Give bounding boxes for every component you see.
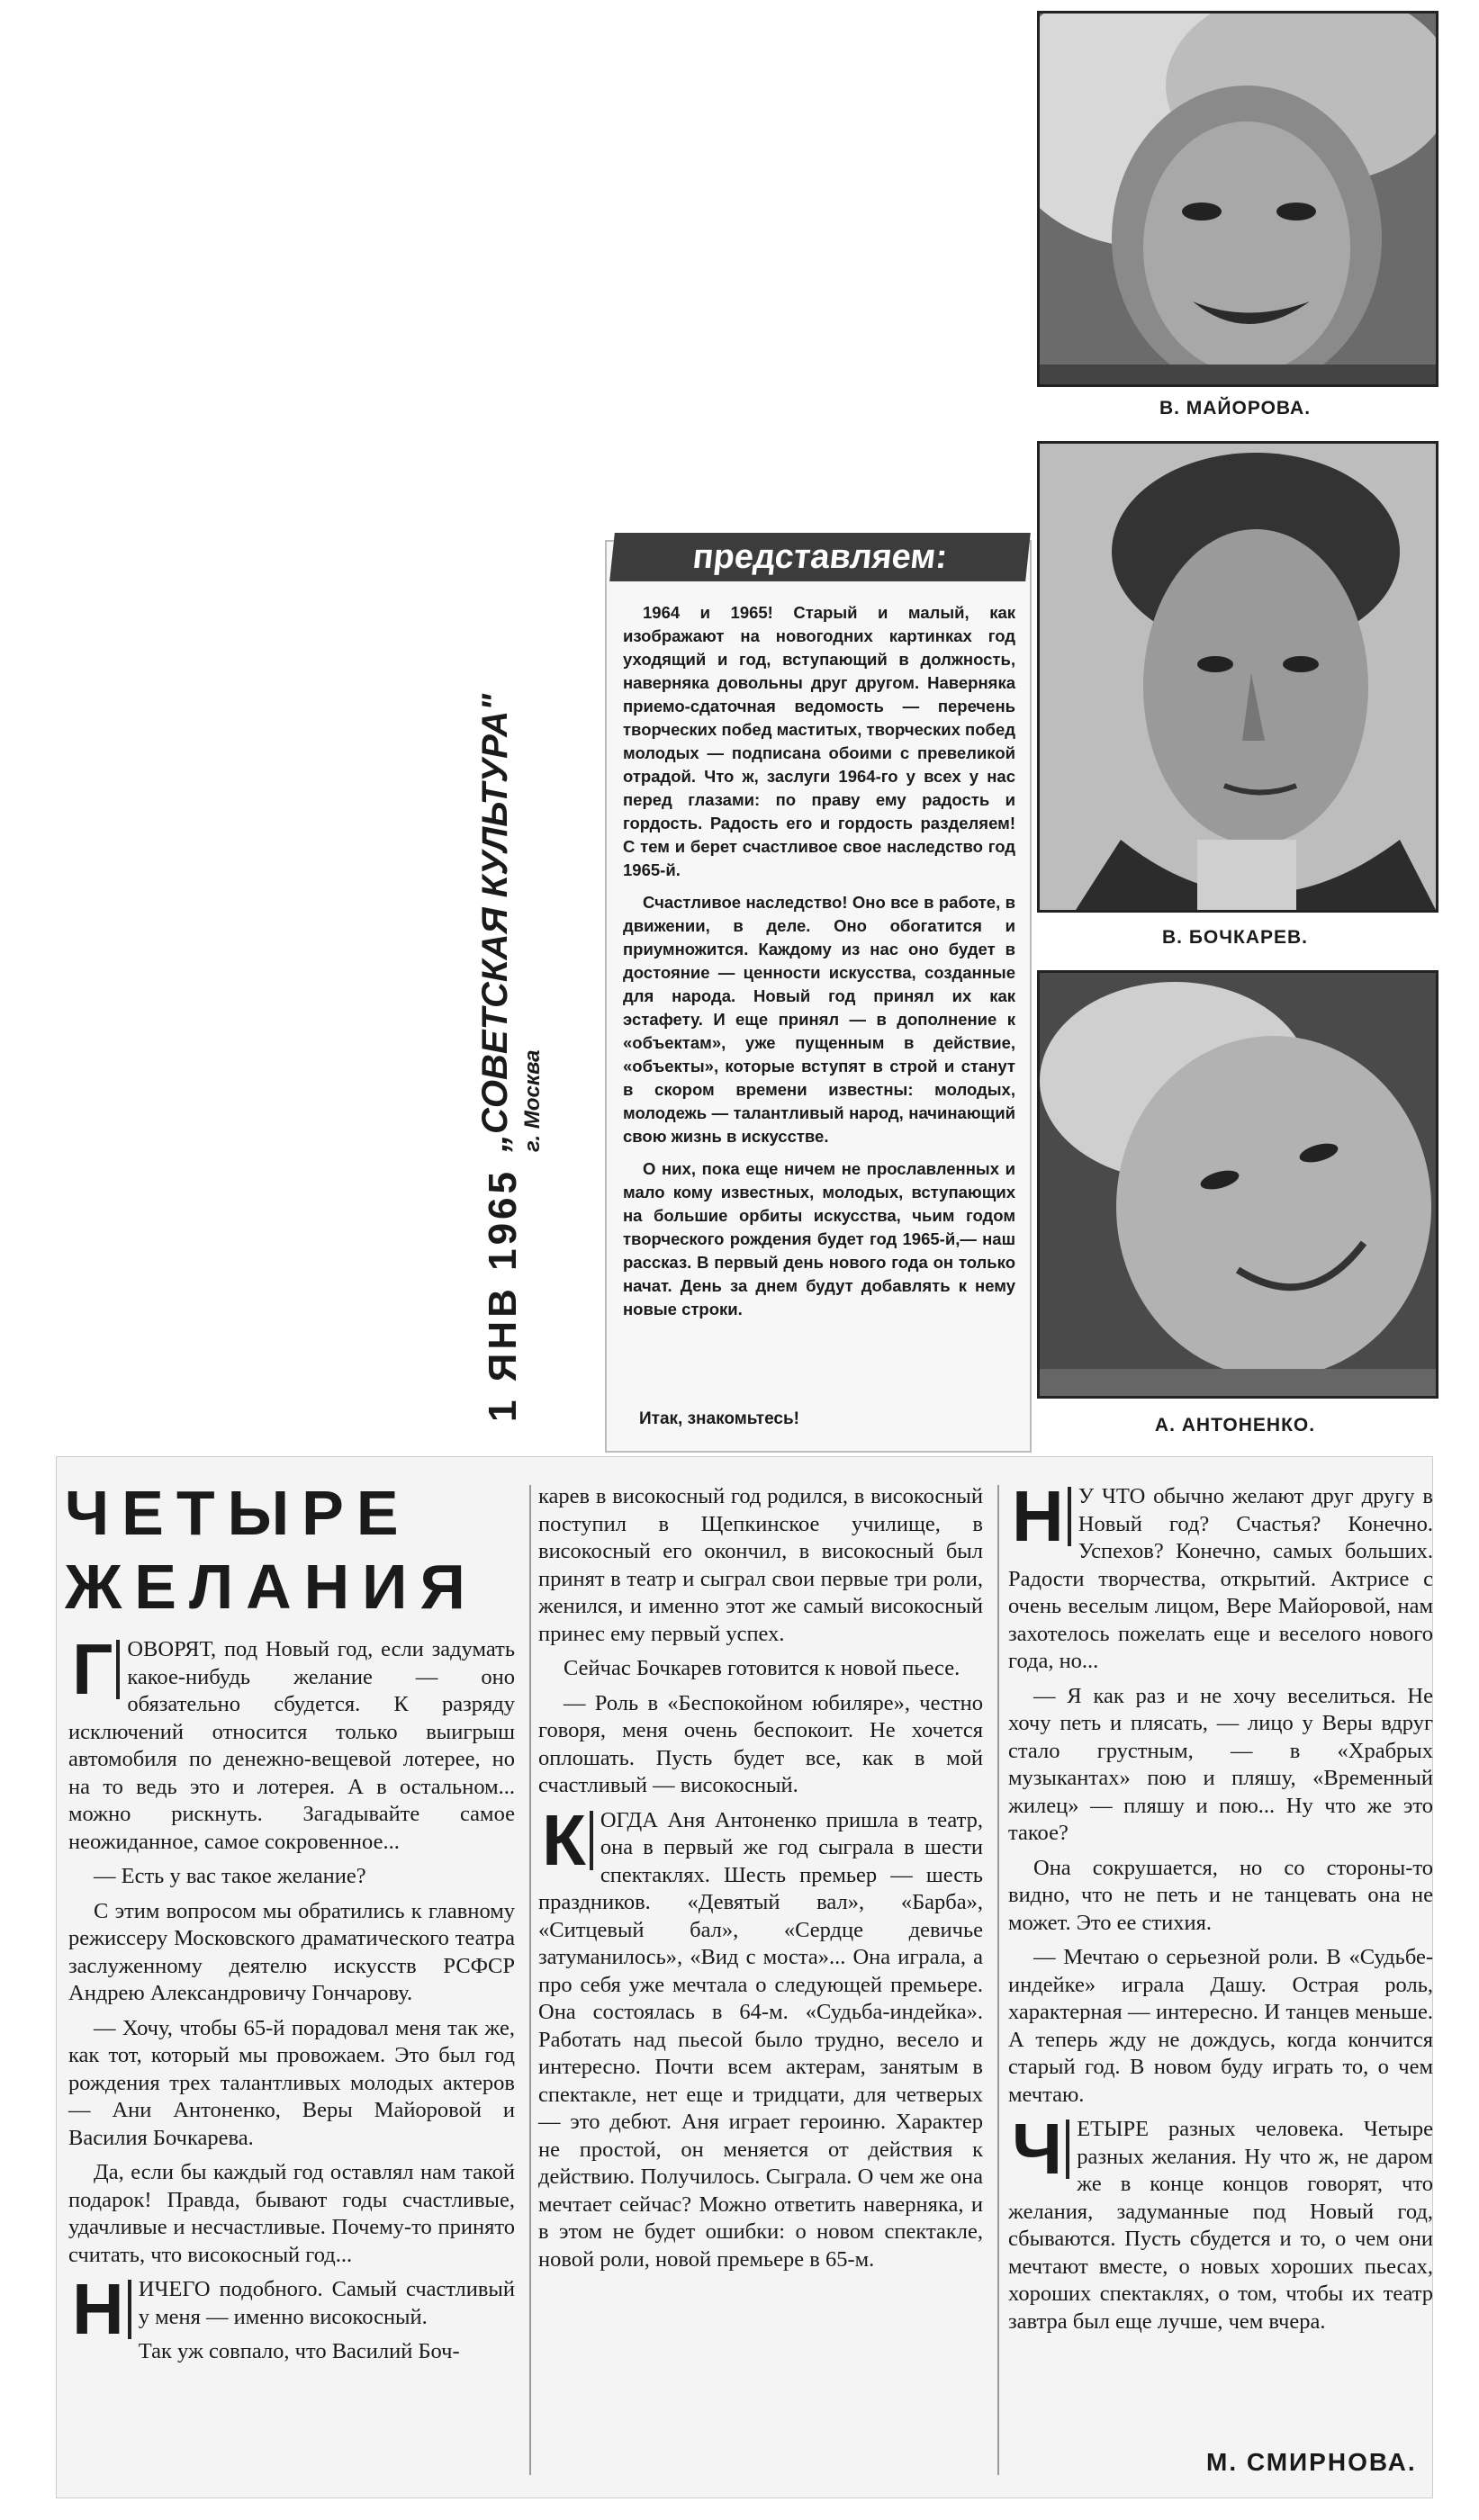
stamp-city: г. Москва	[520, 1049, 545, 1152]
intro-paragraph: О них, пока еще ничем не прославленных и мало кому известных, молодых, вступающих на большие орбиты искусства, чьим годом творческого рождения будет год 1965-й,— наш рассказ. В первый день нового года он только начат. День за днем будут добавлять к нему новые строки.	[623, 1159, 1015, 1318]
paragraph: Г ОВОРЯТ, под Новый год, если задумать какое-нибудь желание — оно обязательно сбудется. К разряду исключений относится только выигрыш автомобиля по денежно-вещевой лотерее, но на то ведь это и лотерея. А в остальном... можно рискнуть. Загадывайте самое неожиданное, самое сокровенное...	[68, 1629, 515, 1854]
column-divider	[529, 1485, 531, 2475]
article-column-3	[1008, 1476, 1433, 2343]
drop-cap: Ч	[1008, 2120, 1069, 2179]
paragraph: — Хочу, чтобы 65-й порадовал меня так же, как тот, который мы провожаем. Это был год рождения трех талантливых молодых актеров — Ани Антоненко, Веры Майоровой и Василия Бочкарева.	[68, 2015, 515, 2150]
drop-cap: Н	[1008, 1487, 1071, 1546]
paragraph: — Я как раз и не хочу веселиться. Не хочу петь и плясать, — лицо у Веры вдруг стало грустным, — в «Храбрых музыкантах» пою и пляшу, «Временный жилец» — пляшу и пою... Ну что же это такое?	[1008, 1683, 1433, 1845]
paragraph: — Роль в «Беспокойном юбиляре», честно говоря, меня очень беспокоит. Не хочется оплошать. Пусть будет все, как в мой счастливый — високосный.	[538, 1690, 983, 1797]
paragraph: Н ИЧЕГО подобного. Самый счастливый у меня — именно високосный.	[68, 2276, 515, 2331]
photo-mayorova	[1037, 11, 1438, 387]
caption-antonenko: А. АНТОНЕНКО.	[1154, 1415, 1316, 1436]
paragraph: Сейчас Бочкарев готовится к новой пьесе.	[564, 1656, 960, 1680]
article-column-2	[538, 1483, 983, 2281]
newspaper-stamp	[468, 693, 558, 1431]
intro-heading: представляем:	[609, 533, 1031, 581]
title-line-2: ЖЕЛАНИЯ	[65, 1552, 478, 1622]
drop-cap: Г	[68, 1640, 120, 1699]
author-signature: М. СМИРНОВА.	[1206, 2448, 1417, 2476]
paragraph: — Есть у вас такое желание?	[94, 1864, 366, 1888]
article-title	[65, 1476, 515, 1624]
paragraph: карев в високосный год родился, в високосный поступил в Щепкинское училище, в високосный его окончил, в високосный был принят в театр и сыграл свои первые три роли, женился, и именно этот же самый високосный принес ему первый успех.	[538, 1484, 983, 1646]
intro-paragraph: 1964 и 1965! Старый и малый, как изображают на новогодних картинках год уходящий и год, вступающий в должность, наверняка довольны друг другом. Наверняка приемо-сдаточная ведомость — перечень творческих побед маститых, творческих побед молодых — подписана обоими с превеликой отрадой. Что ж, заслуги 1964-го у всех у нас перед глазами: по праву ему радость и гордость. Радость его и гордость разделяем! С тем и берет счастливое свое наследство год 1965-й.	[623, 603, 1015, 879]
stamp-newspaper: „СОВЕТСКАЯ КУЛЬТУРА"	[475, 693, 515, 1152]
paragraph: Ч ЕТЫРЕ разных человека. Четыре разных желания. Ну что ж, не даром же в конце концов говорят, что желания, задуманные под Новый год, сбываются. Пусть сбудется и то, о чем они мечтают вместе, о новых хороших пьесах, хороших спектаклях, о том, чтобы их театр завтра был еще лучше, чем вчера.	[1008, 2109, 1433, 2334]
paragraph: Она сокрушается, но со стороны-то видно, что не петь и не танцевать она не может. Это ее стихия.	[1008, 1855, 1433, 1935]
paragraph: Так уж совпало, что Василий Боч-	[138, 2339, 460, 2363]
paragraph: — Мечтаю о серьезной роли. В «Судьбе-индейке» играла Дашу. Острая роль, характерная — интересно. И танцев меньше. А теперь жду не дождусь, когда кончится старый год. В новом буду играть то, о чем мечтаю.	[1008, 1945, 1433, 2107]
intro-text	[623, 601, 1015, 1330]
photo-antonenko	[1037, 970, 1438, 1399]
caption-mayorova: В. МАЙОРОВА.	[1159, 398, 1312, 418]
paragraph: Да, если бы каждый год оставлял нам такой подарок! Правда, бывают годы счастливые, удачливые и несчастливые. Почему-то принято считать, что високосный год...	[68, 2160, 515, 2267]
photo-bochkarev	[1037, 441, 1438, 913]
intro-paragraph: Счастливое наследство! Оно все в работе, в движении, в деле. Оно обогатится и приумножится. Каждому из нас оно будет в достояние — ценности искусства, созданные для народа. Новый год принял их как эстафету. И еще принял — в дополнение к «объектам», уже пущенным в действие, «объекты», которые вступят в строй и станут в скором времени известны: молодых, молодежь — талантливый народ, начинающий свою жизнь в искусстве.	[623, 893, 1015, 1146]
intro-sign: Итак, знакомьтесь!	[639, 1409, 799, 1428]
paragraph: Н У ЧТО обычно желают друг другу в Новый год? Счастья? Конечно. Успехов? Конечно, самых больших. Радости творчества, открытий. Актрисе с очень веселым лицом, Вере Майоровой, нам захотелось пожелать еще и веселого нового года, но...	[1008, 1476, 1433, 1673]
stamp-date: 1 ЯНВ 1965	[481, 1168, 525, 1422]
drop-cap: Н	[68, 2280, 131, 2339]
paragraph: С этим вопросом мы обратились к главному режиссеру Московского драматического театра заслуженному деятелю искусств РСФСР Андрею Александровичу Гончарову.	[68, 1898, 515, 2005]
title-line-1: ЧЕТЫРЕ	[65, 1478, 411, 1548]
drop-cap: К	[538, 1811, 593, 1870]
paragraph: К ОГДА Аня Антоненко пришла в театр, она в первый же год сыграла в шести спектаклях. Шесть премьер — шесть праздников. «Девятый вал», «Барба», «Ситцевый бал», «Сердце девичье затуманилось», «Вид с моста»... Она играла, а про себя уже мечтала о следующей премьере. Она состоялась в 64-м. «Судьба-индейка». Работать над пьесой было трудно, весело и интересно. Почти всем актерам, занятым в спектакле, нет еще и тридцати, для четверых — это дебют. Аня играет героиню. Характер не простой, он меняется от действия к действию. Получилось. Сыграла. О чем же она мечтает сейчас? Можно ответить наверняка, и в этом не будет ошибки: о новом спектакле, новой роли, новой премьере в 65-м.	[538, 1799, 983, 2272]
column-divider	[997, 1485, 999, 2475]
article-column-1	[68, 1629, 515, 2373]
caption-bochkarev: В. БОЧКАРЕВ.	[1161, 927, 1308, 948]
